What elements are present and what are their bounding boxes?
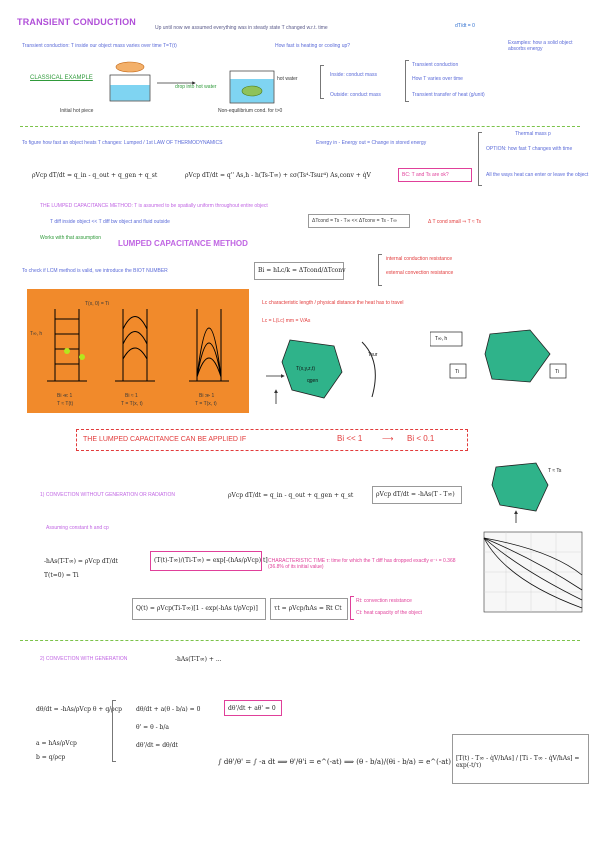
transient-transfer: Transient transfer of heat (g/unit) <box>412 92 485 98</box>
intro-text: Up until now we assumed everything was in steady state T changed w.r.t. time <box>155 25 328 31</box>
lumped-title: LUMPED CAPACITANCE METHOD <box>118 239 248 248</box>
tau-eq: τt = ρVcp/hAs = Rt Ct <box>274 605 342 612</box>
ode: -hAs(T-T∞) = ρVcp dT/dt <box>44 558 118 565</box>
ti-label: Ti <box>455 369 459 375</box>
rt-note: Rt: convection resistance <box>356 598 412 604</box>
block3: dθ'/dt + aθ' = 0 <box>228 705 276 712</box>
char-formula: Lc = L(Lc) mm = V/As <box>262 318 311 324</box>
bracket <box>405 60 409 102</box>
biot-right2: external convection resistance <box>386 270 454 276</box>
bracket <box>378 254 382 286</box>
convection2-title: 2) CONVECTION WITH GENERATION <box>40 656 128 662</box>
inside-mass: Inside: conduct mass <box>330 72 377 78</box>
how-t-varies: How T varies over time <box>412 76 463 82</box>
convection-title: 1) CONVECTION WITHOUT GENERATION OR RADIATION <box>40 492 176 498</box>
solution: (T(t)-T∞)/(Ti-T∞) = exp[-(hAs/ρVcp) t] <box>154 557 268 564</box>
body-diagram-2 <box>430 324 580 394</box>
block2-line2: θ' = θ - b/a <box>136 724 169 731</box>
option1-detail: OPTION: how fast T changes with time <box>486 146 573 152</box>
panel-sub-2: T = T(x, t) <box>121 401 143 407</box>
condition-text: THE LUMPED CAPACITANCE CAN BE APPLIED IF <box>83 436 247 443</box>
option1: Thermal mass p <box>515 131 551 137</box>
bracket <box>350 596 354 620</box>
panel-sub-1: T ≈ T(t) <box>57 401 74 407</box>
transient-conduction: Transient conduction <box>412 62 459 68</box>
block3-box <box>224 700 282 716</box>
tinf-h-label: T∞, h <box>435 336 448 342</box>
how-fast-question: How fast is heating or cooling up? <box>275 43 351 49</box>
panel-sub-3: T = T(x, t) <box>195 401 217 407</box>
lumped-box <box>398 168 472 182</box>
block1-line1: dθ/dt = -hAs/ρVcp θ + q/ρcp <box>36 706 122 713</box>
biot-equation: Bi = hLc/k = ΔTcond/ΔTconv <box>258 267 346 274</box>
outside-mass: Outside: conduct mass <box>330 92 381 98</box>
qgen-label: qgen <box>307 378 319 384</box>
with-assumption: Works with that assumption <box>40 235 102 241</box>
energy-equation: ρVcp dT/dt = q_in - q_out + q_gen + q_st <box>32 172 158 179</box>
ts-equality: T ≈ Ts <box>548 468 562 474</box>
panel-label-1: Bi ≪ 1 <box>57 393 73 399</box>
ct-note: Ct: heat capacity of the object <box>356 610 422 616</box>
ic: T(t=0) = Ti <box>44 572 79 579</box>
classical-example-label: CLASSICAL EXAMPLE <box>30 75 93 81</box>
examples-note: Examples: how a solid object absorbs energy <box>508 40 573 52</box>
divider <box>20 126 580 127</box>
condition-bi2: Bi < 0.1 <box>407 434 435 443</box>
solution-box <box>150 551 268 571</box>
option2: All the ways heat can enter or leave the object <box>486 172 589 178</box>
tsur-label: Tsur <box>368 352 378 358</box>
panel-label-3: Bi ≫ 1 <box>199 393 215 399</box>
integral: ∫ dθ'/θ' = ∫ -a dt ⟹ θ'/θ'i = e^(-at) ⟹ (θ - b/a)/(θi - b/a) = e^(-at) <box>218 758 451 766</box>
panel-label-2: Bi ≈ 1 <box>125 393 138 399</box>
biot-right1: internal conduction resistance <box>386 256 453 262</box>
convection2-eq: -hAs(T-T∞) + ... <box>175 656 222 663</box>
lumped-method-note: THE LUMPED CAPACITANCE METHOD: T is assumed to be spatially uniform throughout entire object <box>40 203 268 209</box>
hot-water-label: hot water <box>277 76 298 82</box>
transient-bullet: Transient conduction: T inside our object mass varies over time T=T(t) <box>22 43 177 49</box>
drop-label: drop into hot water <box>175 84 217 90</box>
condition-eq-box <box>308 214 410 228</box>
convection-result: ρVcp dT/dt = -hAs(T - T∞) <box>376 491 455 498</box>
figure-note: To figure how fast an object heats T changes: Lumped / 1st LAW OF THERMODYNAMICS <box>22 140 223 146</box>
final-eq: [T(t) - T∞ - q̇V/hAs] / [Ti - T∞ - q̇V/hAs] = exp(-t/τ) <box>456 755 580 769</box>
char-time: CHARACTERISTIC TIME τ: time for which the T diff has dropped exactly e⁻¹ = 0.368 (36.8% of its initial value) <box>268 558 456 570</box>
energy-equation-full: ρVcp dT/dt = q'' As,h - h(Ts-T∞) + εσ(Ts⁴-Tsur⁴) As,conv + q̇V <box>185 172 371 179</box>
block1-line3: b = q/ρcp <box>36 754 66 761</box>
block2-line1: dθ/dt + a(θ - b/a) = 0 <box>136 706 201 713</box>
condition-note: T diff inside object << T diff bw object and fluid outside <box>50 219 170 225</box>
biot-box <box>254 262 344 280</box>
condition-box <box>76 429 468 451</box>
bracket <box>478 132 482 186</box>
t-x0-label: T(x, 0) = Ti <box>85 301 110 307</box>
decay-chart <box>476 530 586 622</box>
divider <box>20 640 580 641</box>
bracket <box>112 700 116 762</box>
body-diagram <box>262 332 402 412</box>
condition-eq: ΔTcond = Ts - T∞ << ΔTconv = Ts - T∞ <box>312 218 397 224</box>
char-length: Lc characteristic length / physical distance the heat has to travel <box>262 300 404 306</box>
convection-result-box <box>372 486 462 504</box>
tau-box <box>270 598 348 620</box>
condition-bi1: Bi << 1 <box>337 434 363 443</box>
final-box <box>452 734 589 784</box>
q-eq: Q(t) = ρVcp(Ti-T∞)[1 - exp(-hAs t/ρVcp)] <box>136 605 258 612</box>
caption-left: Initial hot piece <box>60 108 94 114</box>
body-label: T(x,y,z,t) <box>296 366 316 372</box>
page-title: TRANSIENT CONDUCTION <box>17 17 136 27</box>
energy-note: Energy in - Energy out = Change in stored energy <box>316 140 427 146</box>
body-diagram-3 <box>486 455 576 525</box>
intro-formula: dT/dt = 0 <box>455 23 475 29</box>
caption-right: Non-equilibrium cond. for t>0 <box>218 108 283 114</box>
condition-right: Δ T cond small ⇒ T ≈ Ts <box>428 219 481 225</box>
convection-eq: ρVcp dT/dt = q_in - q_out + q_gen + q_st <box>228 492 354 499</box>
bracket <box>320 65 324 99</box>
check-note: To check if LCM method is valid, we introduce the BIOT NUMBER <box>22 268 168 274</box>
block2-line3: dθ'/dt = dθ/dt <box>136 742 178 749</box>
assume-note: Assuming constant h and cp <box>46 525 109 531</box>
ti-label-2: Ti <box>555 369 559 375</box>
block1-line2: a = hAs/ρVcp <box>36 740 77 747</box>
t-inf-label: T∞, h <box>30 331 43 337</box>
biot-profile-panel <box>27 289 249 413</box>
condition-arrow: ⟶ <box>382 434 394 443</box>
q-eq-box <box>132 598 266 620</box>
lumped-box-text: BC: T and Ts are ok? <box>402 172 449 178</box>
